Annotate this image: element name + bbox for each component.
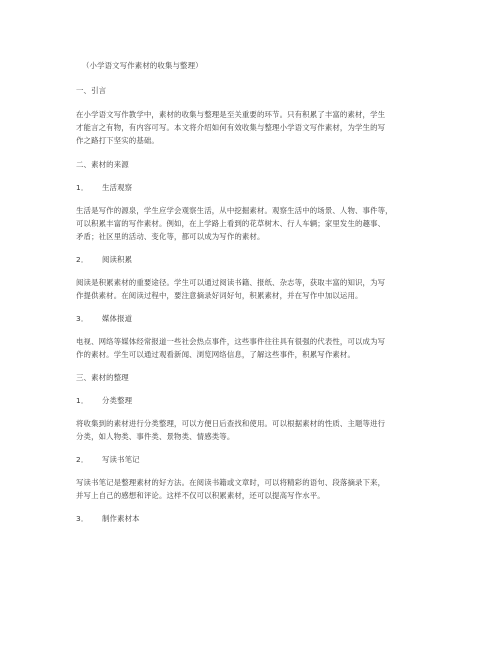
- paragraph-line: 分类，如人物类、事件类、景物类、情感类等。: [76, 432, 235, 441]
- section-heading-intro: 一、引言: [76, 86, 107, 95]
- paragraph-line: 作的素材。学生可以通过观看新闻、浏览网络信息，了解这些事件，积累写作素材。: [76, 350, 356, 359]
- subheading-number: 1．: [76, 396, 89, 405]
- paragraph-line: 将收集到的素材进行分类整理，可以方便日后查找和使用。可以根据素材的性质、主题等进行: [76, 419, 386, 428]
- paragraph-line: 才能言之有物，有内容可写。本文将介绍如何有效收集与整理小学语文写作素材，为学生的写: [76, 123, 386, 132]
- subheading-life-observation: [76, 183, 132, 193]
- subheading-number: 2．: [76, 455, 89, 464]
- paragraph-line: 生活是写作的源泉，学生应学会观察生活，从中挖掘素材。观察生活中的场景、人物、事件等，: [76, 206, 393, 215]
- subheading-title: 分类整理: [102, 396, 133, 405]
- paragraph-line: 阅读是积累素材的重要途径。学生可以通过阅读书籍、报纸、杂志等，获取丰富的知识，为写: [76, 278, 386, 287]
- paragraph-line: 在小学语文写作教学中，素材的收集与整理是至关重要的环节。只有积累了丰富的素材，学生: [76, 110, 386, 119]
- subheading-title: 制作素材本: [102, 514, 140, 523]
- paragraph-line: 作之路打下坚实的基础。: [76, 136, 159, 145]
- subheading-number: 1．: [76, 183, 89, 192]
- subheading-reading: [76, 255, 132, 265]
- subheading-title: 生活观察: [102, 183, 133, 192]
- document-title: （小学语文写作素材的收集与整理）: [82, 61, 203, 70]
- subheading-number: 2．: [76, 255, 89, 264]
- subheading-title: 阅读积累: [102, 255, 133, 264]
- subheading-number: 3．: [76, 514, 89, 523]
- paragraph-line: 写读书笔记是整理素材的好方法。在阅读书籍或文章时，可以将精彩的语句、段落摘录下来，: [76, 478, 386, 487]
- paragraph-line: 作提供素材。在阅读过程中，要注意摘录好词好句，积累素材，并在写作中加以运用。: [76, 291, 363, 300]
- paragraph-line: 矛盾；社区里的活动、变化等，都可以成为写作的素材。: [76, 232, 265, 241]
- subheading-media: [76, 314, 132, 324]
- paragraph-line: 可以积累丰富的写作素材。例如，在上学路上看到的花草树木、行人车辆；家里发生的趣事、: [76, 219, 386, 228]
- subheading-classify: [76, 396, 132, 406]
- subheading-notes: [76, 455, 140, 465]
- section-heading-organize: 三、素材的整理: [76, 373, 129, 382]
- subheading-title: 写读书笔记: [102, 455, 140, 464]
- paragraph-line: 并写上自己的感想和评论。这样不仅可以积累素材，还可以提高写作水平。: [76, 491, 325, 500]
- paragraph-line: 电视、网络等媒体经常报道一些社会热点事件，这些事件往往具有很强的代表性，可以成为写: [76, 337, 386, 346]
- subheading-number: 3．: [76, 314, 89, 323]
- subheading-notebook: [76, 514, 140, 524]
- section-heading-sources: 二、素材的来源: [76, 160, 129, 169]
- subheading-title: 媒体报道: [102, 314, 133, 323]
